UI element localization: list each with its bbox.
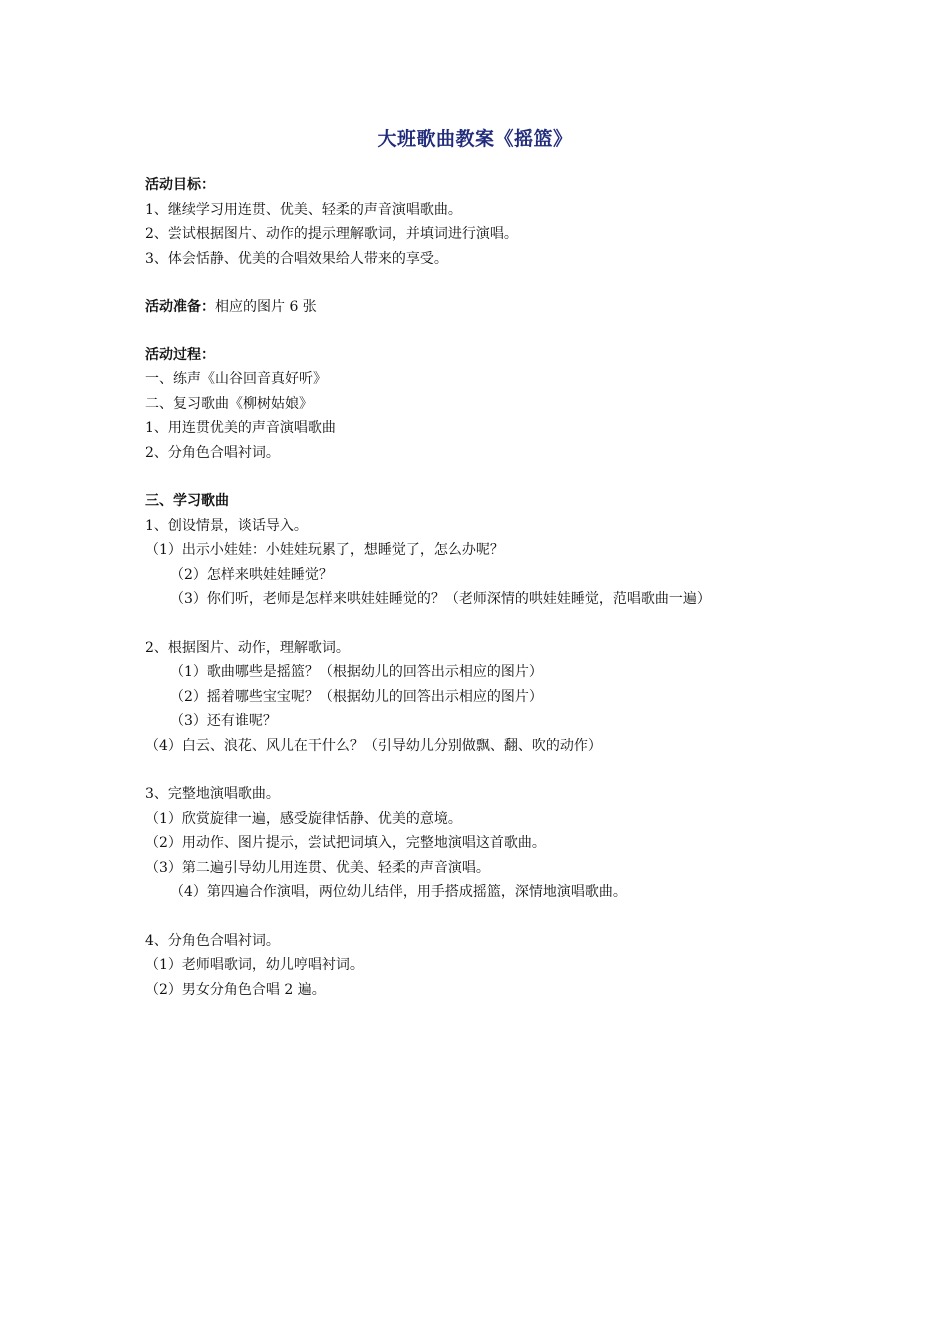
part4-item: （2）男女分角色合唱 2 遍。	[145, 982, 326, 998]
document-title: 大班歌曲教案《摇篮》	[377, 128, 573, 150]
part3-item: （1）欣赏旋律一遍，感受旋律恬静、优美的意境。	[145, 811, 462, 827]
part2-title: 2、根据图片、动作，理解歌词。	[145, 640, 350, 656]
process-item: 二、复习歌曲《柳树姑娘》	[145, 396, 313, 412]
part4-title: 4、分角色合唱衬词。	[145, 933, 280, 949]
process-heading: 活动过程：	[145, 347, 215, 363]
part2-item: （3）还有谁呢？	[170, 713, 277, 729]
part4-item: （1）老师唱歌词，幼儿哼唱衬词。	[145, 957, 364, 973]
goal-item: 2、尝试根据图片、动作的提示理解歌词，并填词进行演唱。	[145, 226, 518, 242]
part3-item: （4）第四遍合作演唱，两位幼儿结伴，用手搭成摇篮，深情地演唱歌曲。	[170, 884, 627, 900]
part3-title: 3、完整地演唱歌曲。	[145, 786, 280, 802]
goal-item: 3、体会恬静、优美的合唱效果给人带来的享受。	[145, 251, 448, 267]
prep-text: 相应的图片 6 张	[215, 299, 317, 315]
part1-item: （1）出示小娃娃：小娃娃玩累了，想睡觉了，怎么办呢？	[145, 542, 504, 558]
process-item: 一、练声《山谷回音真好听》	[145, 371, 327, 387]
goal-item: 1、继续学习用连贯、优美、轻柔的声音演唱歌曲。	[145, 202, 462, 218]
part1-item: （2）怎样来哄娃娃睡觉？	[170, 567, 333, 583]
part2-item: （1）歌曲哪些是摇篮？（根据幼儿的回答出示相应的图片）	[170, 664, 543, 680]
goals-heading: 活动目标：	[145, 177, 215, 193]
part1-title: 1、创设情景，谈话导入。	[145, 518, 308, 534]
prep-line	[145, 298, 317, 316]
prep-heading: 活动准备：	[145, 299, 215, 315]
part3-item: （2）用动作、图片提示，尝试把词填入，完整地演唱这首歌曲。	[145, 835, 546, 851]
part2-item: （4）白云、浪花、风儿在干什么？（引导幼儿分别做飘、翻、吹的动作）	[145, 738, 602, 754]
part1-item: （3）你们听，老师是怎样来哄娃娃睡觉的？（老师深情的哄娃娃睡觉，范唱歌曲一遍）	[170, 591, 711, 607]
process-item: 1、用连贯优美的声音演唱歌曲	[145, 420, 336, 436]
process-item: 2、分角色合唱衬词。	[145, 445, 280, 461]
section3-heading: 三、学习歌曲	[145, 493, 229, 509]
part2-item: （2）摇着哪些宝宝呢？（根据幼儿的回答出示相应的图片）	[170, 689, 543, 705]
part3-item: （3）第二遍引导幼儿用连贯、优美、轻柔的声音演唱。	[145, 860, 490, 876]
